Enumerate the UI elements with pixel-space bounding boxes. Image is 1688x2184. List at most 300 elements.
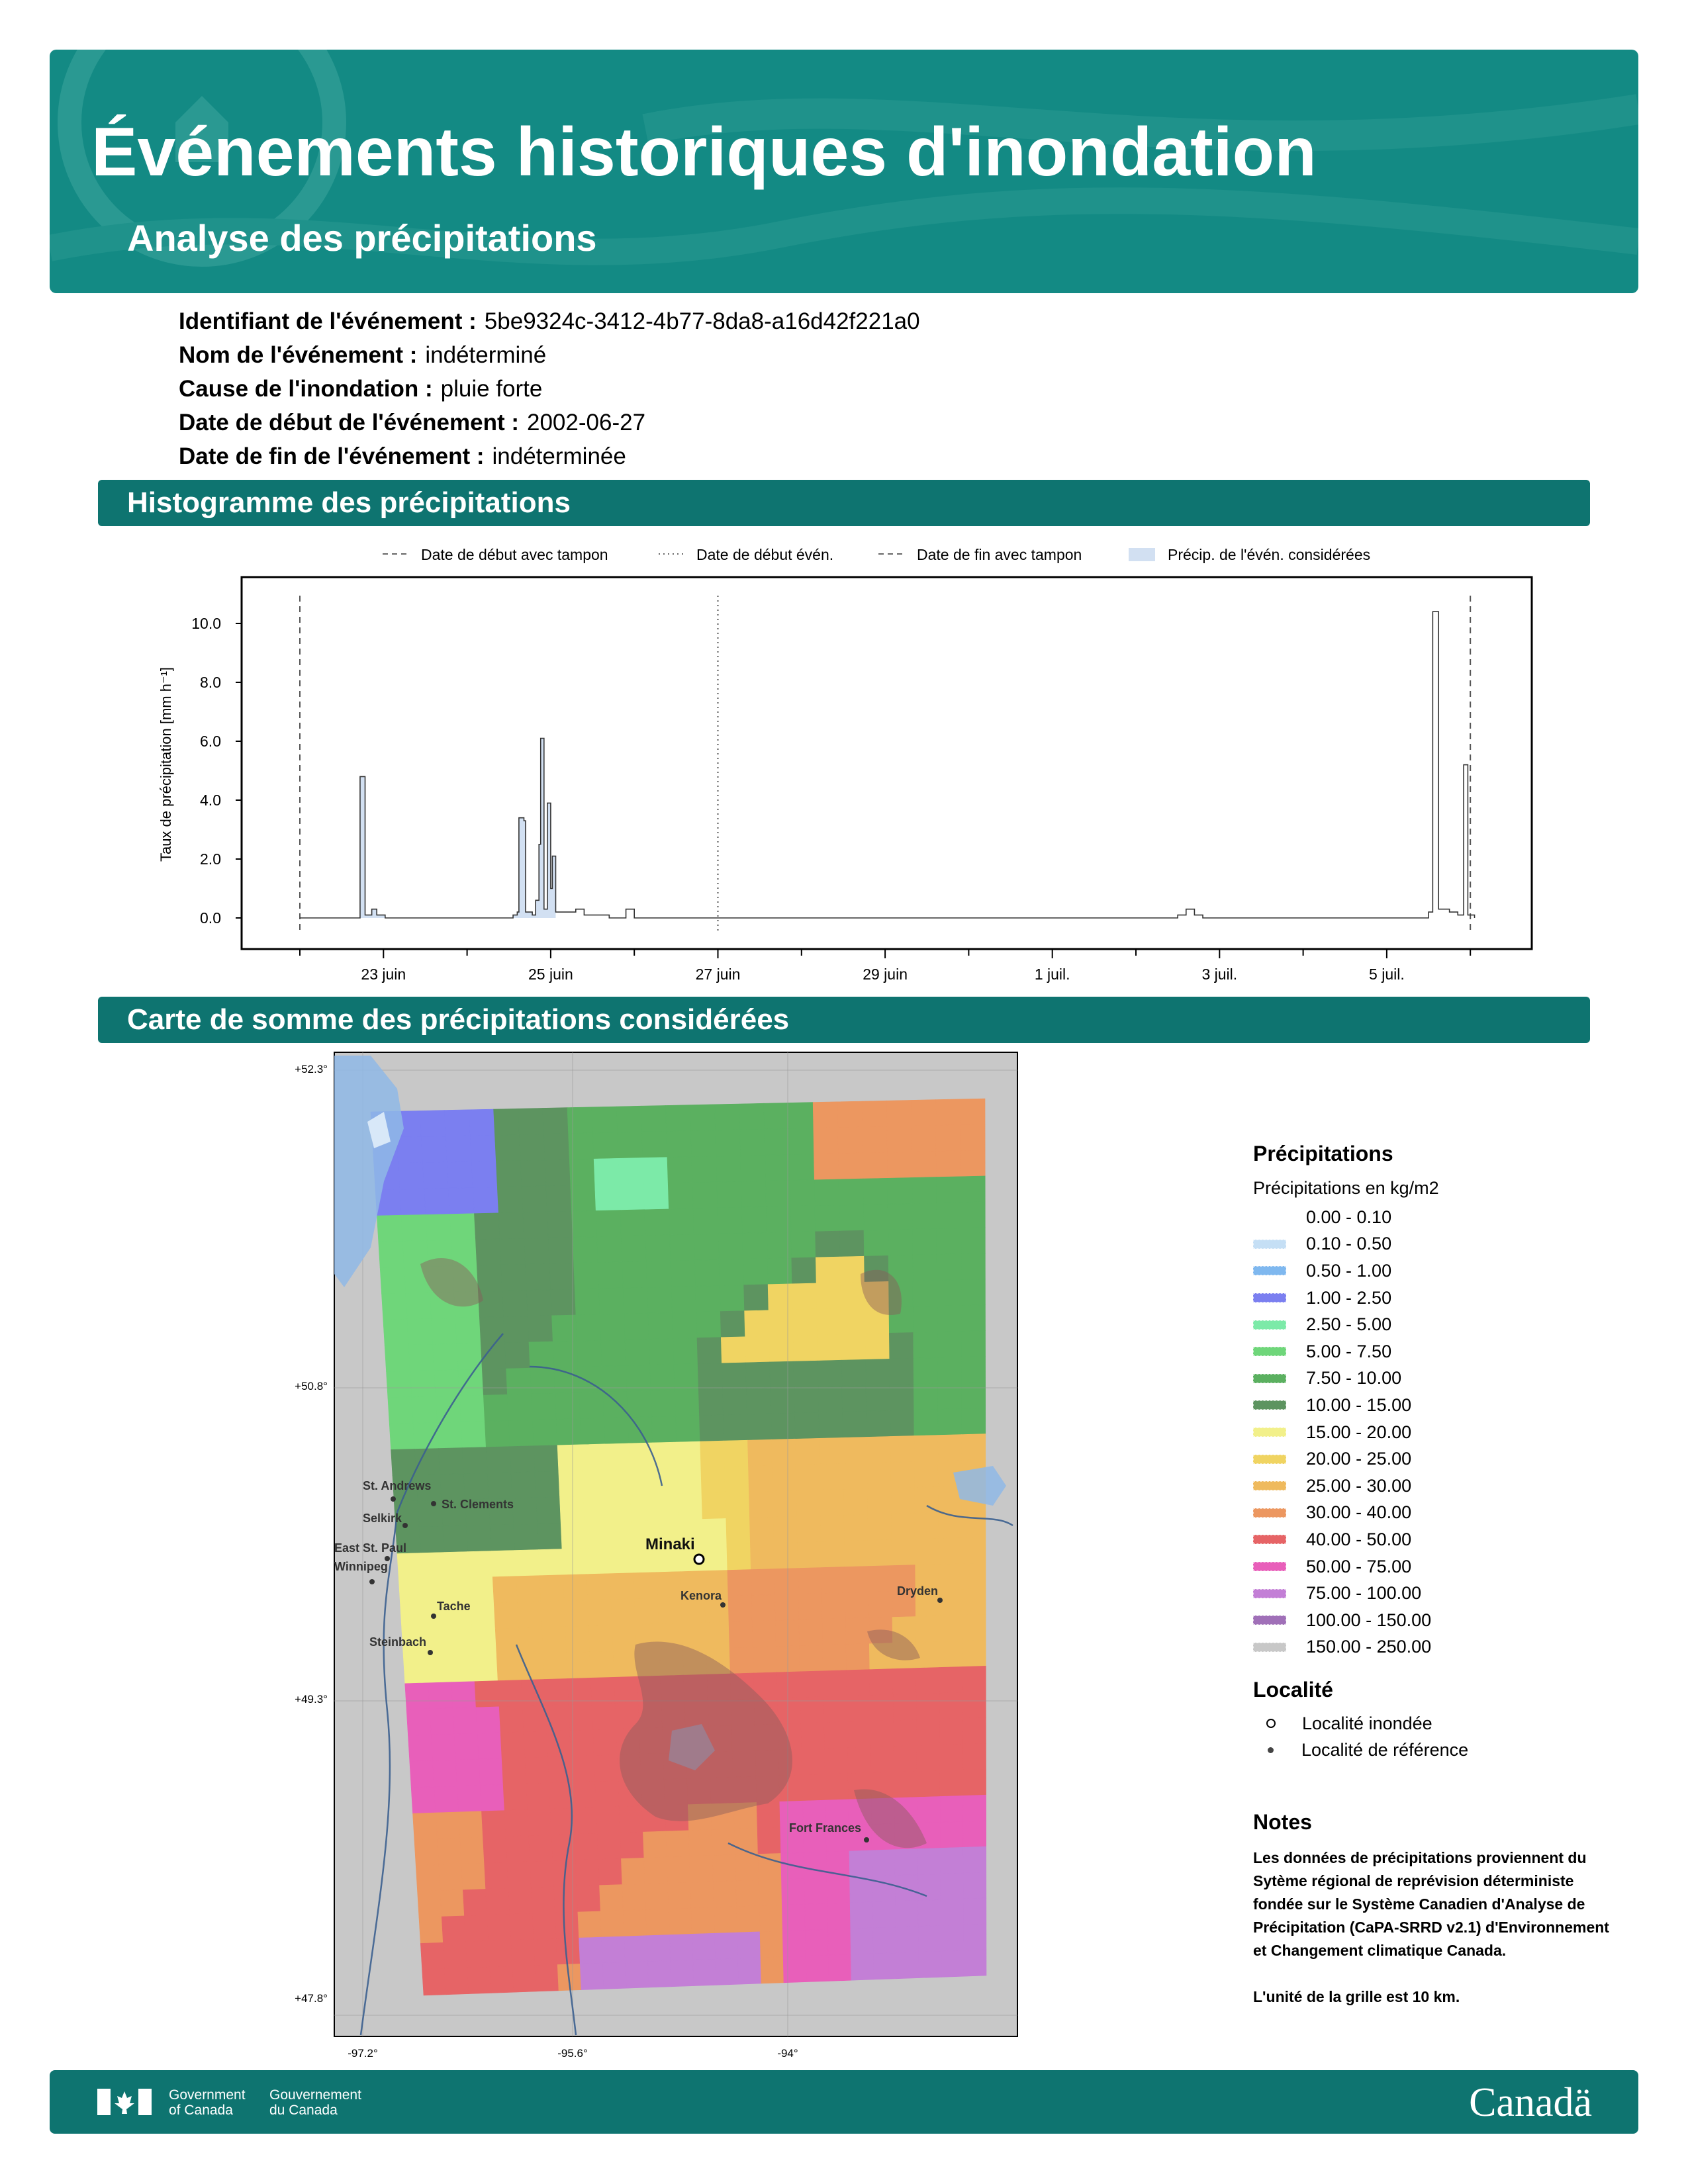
- y-tick-label: 8.0: [200, 674, 221, 691]
- grid-cell: [759, 1879, 782, 1905]
- grid-cell: [544, 1134, 570, 1160]
- grid-cell: [816, 1231, 840, 1257]
- reference-locality-marker: [720, 1602, 726, 1608]
- grid-cell: [669, 1208, 694, 1235]
- grid-cell: [891, 1487, 915, 1514]
- grid-cell: [557, 1445, 583, 1471]
- grid-cell: [727, 1544, 751, 1570]
- grid-cell: [863, 1152, 887, 1179]
- grid-cell: [719, 1259, 744, 1286]
- grid-cell: [596, 1210, 621, 1237]
- precipitation-histogram: [0, 529, 1688, 993]
- reference-locality-label: Kenora: [680, 1589, 722, 1602]
- grid-cell: [570, 1730, 594, 1756]
- legend-class: [1253, 1580, 1624, 1607]
- legend-swatch: [1253, 1508, 1286, 1518]
- grid-cell: [646, 1261, 671, 1287]
- grid-cell: [870, 1747, 894, 1773]
- grid-cell: [612, 1625, 637, 1651]
- grid-cell: [690, 1105, 716, 1131]
- grid-cell: [936, 1099, 961, 1126]
- grid-cell: [546, 1185, 571, 1212]
- grid-cell: [937, 1306, 962, 1332]
- grid-cell: [483, 1837, 508, 1863]
- grid-cell: [837, 1101, 863, 1128]
- grid-cell: [818, 1360, 842, 1387]
- grid-cell: [936, 1177, 961, 1203]
- grid-cell: [421, 1553, 446, 1579]
- grid-cell: [938, 1409, 962, 1435]
- grid-cell: [827, 1903, 851, 1929]
- x-axis: [300, 949, 1470, 983]
- lat-label: +49.3°: [295, 1693, 328, 1706]
- grid-cell: [893, 1668, 916, 1695]
- grid-cell: [962, 1434, 986, 1461]
- grid-cell: [698, 1363, 722, 1390]
- grid-cell: [691, 1907, 714, 1934]
- grid-cell: [619, 1806, 643, 1833]
- grid-cell: [633, 1572, 658, 1599]
- grid-cell: [613, 1651, 637, 1677]
- grid-cell: [549, 1263, 575, 1290]
- grid-cell: [667, 1131, 692, 1158]
- grid-cell: [420, 1942, 444, 1969]
- grid-cell: [592, 1703, 616, 1729]
- grid-cell: [608, 1521, 633, 1547]
- grid-cell: [843, 1488, 867, 1515]
- grid-cell: [864, 1230, 888, 1256]
- grid-cell: [914, 1358, 937, 1385]
- legend-swatch: [1253, 1212, 1286, 1222]
- legend-class-label: 150.00 - 250.00: [1306, 1637, 1432, 1657]
- grid-cell: [534, 1445, 559, 1472]
- grid-cell: [459, 1811, 483, 1838]
- grid-cell: [408, 1735, 432, 1761]
- grid-cell: [841, 1334, 866, 1360]
- legend-event-start: Date de début évén.: [696, 546, 834, 563]
- grid-cell: [529, 1835, 553, 1862]
- grid-cell: [817, 1334, 841, 1361]
- grid-cell: [751, 1569, 774, 1596]
- grid-cell: [851, 1954, 874, 1980]
- grid-cell: [739, 1103, 765, 1130]
- grid-cell: [520, 1160, 546, 1187]
- grid-cell: [894, 1772, 917, 1798]
- x-tick-label: 25 juin: [528, 966, 573, 983]
- grid-cell: [796, 1464, 820, 1490]
- grid-cell: [479, 1317, 504, 1343]
- grid-cell: [450, 1655, 475, 1682]
- grid-cell: [867, 1488, 891, 1514]
- grid-cell: [847, 1696, 870, 1722]
- grid-cell: [735, 1854, 759, 1881]
- grid-cell: [388, 1397, 413, 1424]
- grid-cell: [602, 1936, 626, 1963]
- grid-cell: [585, 1548, 610, 1574]
- legend-flooded-locality: Localité inondée: [1253, 1710, 1624, 1737]
- grid-cell: [666, 1831, 690, 1857]
- grid-cell: [962, 1717, 986, 1744]
- grid-cell: [863, 1204, 888, 1230]
- grid-cell: [545, 1705, 570, 1731]
- legend-class-label: 30.00 - 40.00: [1306, 1502, 1412, 1523]
- grid-cell: [440, 1890, 465, 1917]
- grid-cell: [653, 1468, 678, 1494]
- grid-cell: [939, 1692, 962, 1719]
- grid-cell: [795, 1438, 820, 1465]
- grid-cell: [914, 1435, 938, 1462]
- grid-cell: [728, 1596, 752, 1622]
- grid-cell: [751, 1595, 775, 1621]
- grid-cell: [671, 1260, 696, 1287]
- grid-cell: [843, 1437, 867, 1463]
- reference-locality-marker: [369, 1579, 375, 1584]
- grid-cell: [694, 1234, 719, 1260]
- grid-cell: [522, 1186, 547, 1212]
- grid-cell: [532, 1913, 556, 1939]
- grid-cell: [792, 1257, 816, 1284]
- legend-swatch: [1253, 1266, 1286, 1275]
- grid-cell: [772, 1465, 796, 1491]
- grid-cell: [887, 1100, 912, 1126]
- legend-class: [1253, 1526, 1624, 1553]
- grid-cell: [887, 1152, 912, 1178]
- grid-cell: [536, 1497, 561, 1524]
- grid-cell: [873, 1953, 896, 1979]
- grid-cell: [868, 1514, 892, 1540]
- grid-cell: [798, 1542, 821, 1569]
- grid-cell: [961, 1279, 986, 1306]
- grid-cell: [450, 1214, 476, 1240]
- grid-cell: [805, 1929, 828, 1956]
- grid-cell: [806, 1955, 829, 1981]
- grid-cell: [380, 1267, 406, 1294]
- grid-cell: [940, 1796, 963, 1822]
- grid-cell: [790, 1154, 815, 1181]
- grid-cell: [917, 1770, 940, 1797]
- info-row-name: Nom de l'événement : indéterminé: [179, 342, 547, 368]
- grid-cell: [802, 1774, 825, 1801]
- grid-cell: [554, 1367, 579, 1393]
- legend-class: [1253, 1392, 1624, 1419]
- grid-cell: [699, 1415, 724, 1441]
- grid-cell: [588, 1625, 613, 1652]
- grid-cell: [891, 1513, 915, 1539]
- grid-cell: [461, 1421, 486, 1447]
- grid-cell: [479, 1758, 503, 1785]
- grid-cell: [511, 1472, 536, 1498]
- x-tick-label: 3 juil.: [1201, 966, 1238, 983]
- grid-cell: [518, 1627, 543, 1654]
- grid-cell: [796, 1490, 820, 1516]
- grid-cell: [442, 1916, 465, 1942]
- grid-cell: [569, 1159, 594, 1185]
- grid-cell: [781, 1878, 804, 1905]
- grid-cell: [963, 1743, 986, 1770]
- grid-cell: [422, 1969, 446, 1995]
- grid-cell: [554, 1886, 578, 1913]
- grid-cell: [535, 1965, 559, 1991]
- grid-cell: [817, 1308, 841, 1335]
- grid-cell: [518, 1602, 542, 1628]
- grid-cell: [401, 1214, 427, 1241]
- grid-cell: [575, 1860, 599, 1886]
- grid-cell: [522, 1706, 547, 1732]
- legend-class: [1253, 1445, 1624, 1473]
- grid-cell: [634, 1598, 659, 1625]
- reference-locality-label: Steinbach: [369, 1635, 427, 1649]
- grid-cell: [428, 1682, 453, 1709]
- reference-locality-marker: [391, 1496, 396, 1502]
- grid-cell: [642, 1132, 667, 1158]
- grid-cell: [507, 1394, 532, 1420]
- legend-class: [1253, 1365, 1624, 1392]
- grid-cell: [464, 1915, 488, 1942]
- grid-cell: [618, 1132, 643, 1158]
- grid-cell: [495, 1628, 520, 1655]
- grid-cell: [500, 1238, 525, 1265]
- lat-label: +47.8°: [295, 1992, 328, 2005]
- grid-cell: [561, 1522, 585, 1549]
- grid-cell: [669, 1934, 692, 1960]
- grid-cell: [821, 1593, 845, 1619]
- grid-cell: [413, 1422, 438, 1449]
- legend-swatch: [1253, 1481, 1286, 1490]
- grid-cell: [918, 1925, 941, 1952]
- grid-cell: [623, 1287, 648, 1314]
- grid-cell: [800, 1671, 823, 1698]
- grid-cell: [463, 1473, 489, 1500]
- grid-cell: [938, 1435, 962, 1461]
- grid-cell: [504, 1810, 529, 1837]
- grid-cell: [873, 1927, 896, 1954]
- grid-cell: [962, 1692, 986, 1718]
- legend-swatch: [1253, 1347, 1286, 1356]
- grid-cell: [585, 1522, 609, 1548]
- grid-cell: [616, 1106, 641, 1132]
- grid-cell: [917, 1796, 941, 1823]
- grid-cell: [607, 1495, 632, 1522]
- grid-cell: [720, 1311, 745, 1338]
- grid-cell: [839, 1230, 864, 1257]
- grid-cell: [490, 1966, 514, 1993]
- grid-cell: [821, 1567, 845, 1594]
- legend-class: [1253, 1473, 1624, 1500]
- grid-cell: [575, 1833, 598, 1860]
- grid-cell: [590, 1651, 614, 1678]
- grid-cell: [845, 1567, 868, 1593]
- x-tick-label: 27 juin: [695, 966, 741, 983]
- legend-swatch: [1253, 1455, 1286, 1464]
- grid-cell: [865, 1333, 890, 1359]
- grid-cell: [775, 1594, 799, 1621]
- x-tick-label: 5 juil.: [1369, 966, 1405, 983]
- grid-cell: [532, 1420, 557, 1446]
- grid-cell: [467, 1525, 492, 1551]
- grid-cell: [757, 1801, 780, 1828]
- grid-cell: [894, 1720, 917, 1747]
- grid-cell: [490, 1524, 515, 1551]
- grid-cell: [961, 1228, 986, 1254]
- grid-cell: [890, 1461, 914, 1488]
- grid-cell: [961, 1253, 986, 1280]
- y-tick-label: 10.0: [191, 615, 221, 632]
- grid-cell: [895, 1849, 918, 1876]
- grid-cell: [740, 1129, 765, 1156]
- grid-cell: [964, 1898, 986, 1925]
- grid-cell: [455, 1318, 481, 1344]
- grid-cell: [941, 1925, 964, 1951]
- grid-cell: [912, 1203, 937, 1230]
- legend-swatch: [1253, 1562, 1286, 1571]
- grid-cell: [912, 1126, 936, 1152]
- grid-cell: [823, 1696, 847, 1723]
- grid-cell: [782, 1930, 806, 1956]
- grid-cell: [819, 1412, 843, 1438]
- grid-cell: [761, 1957, 784, 1983]
- grid-cell: [716, 1958, 739, 1985]
- grid-cell: [721, 1337, 745, 1363]
- grid-cell: [792, 1283, 817, 1310]
- legend-class-label: 5.00 - 7.50: [1306, 1341, 1392, 1361]
- grid-cell: [622, 1884, 646, 1910]
- grid-cell: [748, 1465, 773, 1492]
- legend-class-label: 10.00 - 15.00: [1306, 1394, 1412, 1415]
- grid-cell: [890, 1358, 914, 1385]
- grid-cell: [863, 1178, 888, 1205]
- grid-cell: [553, 1341, 578, 1367]
- reference-locality-marker: [431, 1501, 436, 1506]
- grid-cell: [510, 1446, 535, 1473]
- grid-cell: [841, 1282, 865, 1308]
- grid-cell: [764, 1103, 789, 1129]
- grid-cell: [915, 1539, 939, 1565]
- grid-cell: [433, 1344, 458, 1371]
- grid-cell: [511, 1940, 535, 1966]
- grid-cell: [443, 1942, 467, 1968]
- grid-cell: [913, 1306, 937, 1333]
- grid-cell: [434, 1786, 459, 1813]
- grid-cell: [961, 1305, 985, 1332]
- grid-cell: [455, 1759, 480, 1786]
- grid-cell: [804, 1852, 827, 1878]
- grid-cell: [798, 1594, 822, 1620]
- legend-class: [1253, 1553, 1624, 1580]
- grid-cell: [847, 1721, 870, 1748]
- grid-cell: [437, 1422, 462, 1448]
- grid-cell: [741, 1155, 766, 1181]
- grid-cell: [500, 1732, 525, 1758]
- grid-cell: [657, 1572, 682, 1598]
- grid-cell: [939, 1615, 962, 1641]
- grid-cell: [434, 1370, 459, 1396]
- grid-cell: [839, 1179, 863, 1205]
- grid-cell: [512, 1966, 536, 1992]
- grid-cell: [718, 1207, 743, 1234]
- grid-cell: [701, 1467, 726, 1493]
- grid-cell: [961, 1124, 985, 1151]
- grid-cell: [647, 1935, 671, 1962]
- grid-cell: [849, 1850, 872, 1877]
- grid-cell: [937, 1280, 961, 1306]
- grid-cell: [555, 1392, 581, 1419]
- grid-cell: [618, 1158, 643, 1184]
- grid-cell: [964, 1924, 986, 1950]
- x-tick-label: 29 juin: [863, 966, 908, 983]
- grid-cell: [445, 1136, 471, 1162]
- reference-locality-label: Dryden: [897, 1584, 939, 1598]
- grid-cell: [424, 1188, 450, 1214]
- grid-cell: [512, 1498, 538, 1524]
- grid-cell: [941, 1899, 963, 1925]
- grid-cell: [573, 1237, 598, 1263]
- reference-locality-marker: [402, 1523, 408, 1528]
- grid-cell: [443, 1525, 468, 1552]
- grid-cell: [408, 1345, 434, 1371]
- grid-cell: [783, 1956, 806, 1983]
- grid-cell: [457, 1786, 482, 1812]
- grid-cell: [623, 1910, 647, 1936]
- grid-cell: [645, 1209, 670, 1236]
- grid-cell: [432, 1318, 457, 1344]
- grid-cell: [767, 1258, 792, 1285]
- grid-cell: [798, 1568, 821, 1594]
- grid-cell: [387, 1371, 412, 1398]
- grid-cell: [481, 1811, 506, 1837]
- reference-locality-marker: [431, 1614, 436, 1619]
- grid-cell: [440, 1474, 465, 1500]
- grid-cell: [714, 1907, 737, 1933]
- grid-cell: [606, 1469, 630, 1496]
- grid-cell: [650, 1365, 675, 1391]
- grid-cell: [419, 1917, 444, 1943]
- grid-cell: [427, 1656, 451, 1682]
- grid-cell: [603, 1392, 628, 1418]
- gov-fr: Gouvernement du Canada: [269, 2087, 361, 2118]
- canada-wordmark: Canadä: [1469, 2080, 1592, 2125]
- grid-cell: [800, 1645, 823, 1672]
- grid-cell: [631, 1494, 655, 1521]
- grid-cell: [722, 1388, 747, 1415]
- grid-cell: [912, 1229, 937, 1255]
- section-map: Carte de somme des précipitations considérées: [98, 997, 1590, 1043]
- grid-cell: [383, 1319, 409, 1345]
- grid-cell: [407, 1318, 433, 1345]
- grid-cell: [577, 1886, 600, 1912]
- grid-cell: [941, 1821, 964, 1848]
- grid-cell: [412, 1396, 437, 1423]
- grid-cell: [715, 1933, 738, 1959]
- legend-class-label: 7.50 - 10.00: [1306, 1368, 1402, 1388]
- grid-cell: [773, 1516, 797, 1543]
- grid-cell: [445, 1968, 469, 1994]
- grid-cell: [569, 1133, 594, 1160]
- grid-cell: [575, 1289, 600, 1315]
- reference-locality-label: Selkirk: [363, 1512, 402, 1525]
- grid-cell: [473, 1187, 498, 1214]
- legend-subtitle: Précipitations en kg/m2: [1253, 1178, 1439, 1198]
- grid-cell: [961, 1202, 985, 1228]
- grid-cell: [816, 1283, 841, 1309]
- grid-cell: [436, 1812, 460, 1839]
- grid-cell: [643, 1183, 669, 1210]
- legend-swatch: [1253, 1240, 1286, 1249]
- legend-class-label: 75.00 - 100.00: [1306, 1583, 1422, 1604]
- grid-cell: [693, 1208, 718, 1234]
- grid-cell: [524, 1238, 549, 1264]
- legend-considered-swatch: [1129, 548, 1155, 561]
- grid-cell: [505, 1342, 530, 1369]
